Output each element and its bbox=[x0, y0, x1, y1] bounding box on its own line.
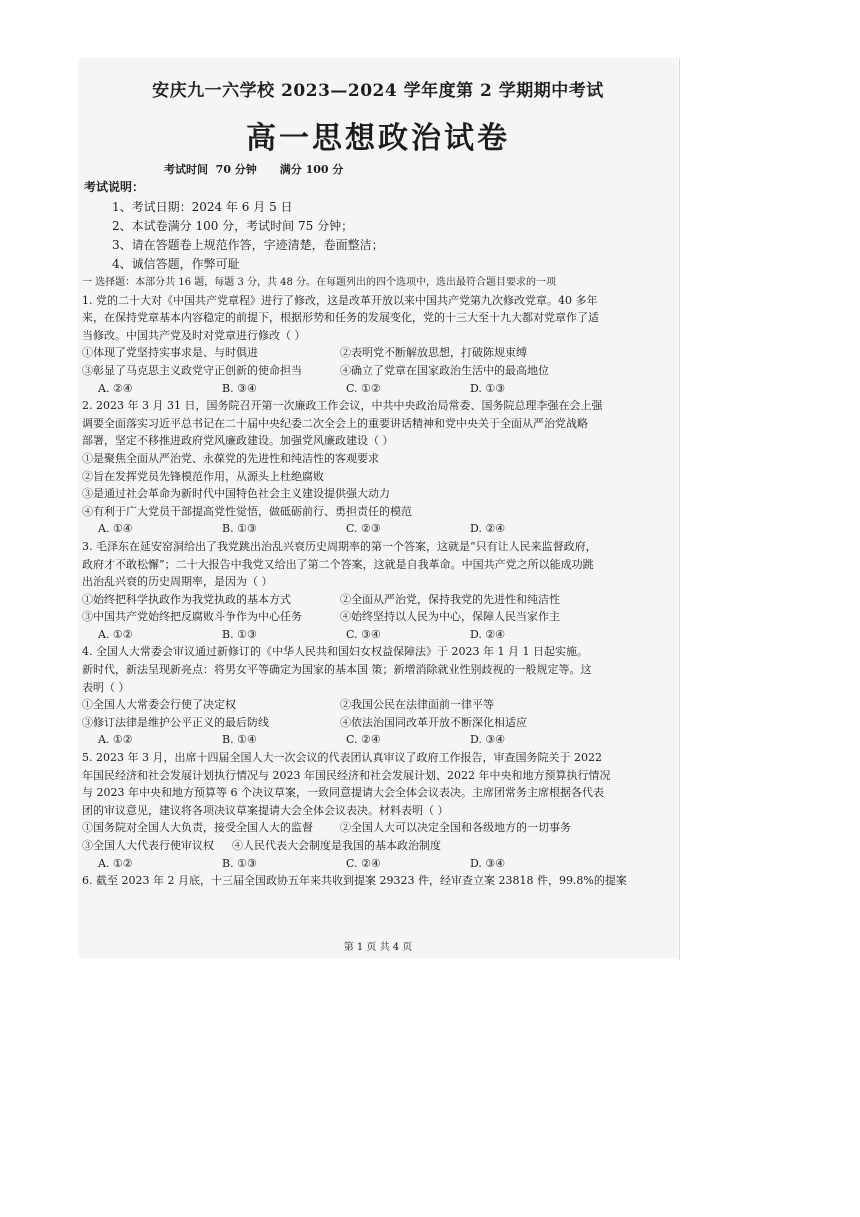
answer-choice-c: C. ②③ bbox=[346, 522, 381, 536]
question-stem-line: 政府才不敢松懈”；二十大报告中我党又给出了第二个答案，这就是自我革命。中国共产党之所以能成功跳 bbox=[82, 557, 594, 571]
question-5 bbox=[82, 749, 674, 872]
answer-choice-d: D. ①③ bbox=[470, 381, 506, 395]
exam-page bbox=[78, 58, 678, 958]
question-stem-line: 当修改。中国共产党及时对党章进行修改（ ） bbox=[82, 328, 306, 342]
question-stem-line: 5. 2023 年 3 月，出席十四届全国人大一次会议的代表团认真审议了政府工作报告，审查国务院关于 2022 bbox=[82, 751, 602, 765]
question-stem-line: 1. 党的二十大对《中国共产党章程》进行了修改，这是改革开放以来中国共产党第九次修改党章。40 多年 bbox=[82, 293, 598, 307]
statement-option: ②旨在发挥党员先锋模范作用，从源头上杜绝腐败 bbox=[82, 469, 324, 483]
statement-option: ④依法治国同改革开放不断深化相适应 bbox=[340, 715, 527, 729]
note-item: 4、诚信答题，作弊可耻 bbox=[112, 257, 240, 271]
question-content bbox=[82, 274, 674, 890]
answer-choice-a: A. ①② bbox=[98, 733, 133, 747]
statement-option: ③是通过社会革命为新时代中国特色社会主义建设提供强大动力 bbox=[82, 487, 390, 501]
page-footer: 第 1 页 共 4 页 bbox=[343, 942, 413, 953]
question-stem-line: 新时代，新法呈现新亮点：将男女平等确定为国家的基本国 策；新增消除就业性别歧视的一般规定等。这 bbox=[82, 663, 592, 677]
statement-option: ①是聚焦全面从严治党、永葆党的先进性和纯洁性的客观要求 bbox=[82, 451, 379, 465]
question-stem-line: 部署，坚定不移推进政府党风廉政建设。加强党风廉政建设（ ） bbox=[82, 434, 394, 448]
statement-option: ①体现了党坚持实事求是、与时俱进 bbox=[82, 346, 258, 360]
answer-choice-a: A. ①② bbox=[98, 627, 133, 641]
answer-choice-c: C. ②④ bbox=[346, 733, 381, 747]
question-stem-line: 与 2023 年中央和地方预算等 6 个决议草案，一致同意提请大会全体会议表决。主席团常务主席根据各代表 bbox=[82, 786, 604, 800]
statement-option: ③修订法律是维护公平正义的最后防线 bbox=[82, 715, 269, 729]
answer-choice-b: B. ③④ bbox=[222, 381, 257, 395]
note-item: 3、请在答题卷上规范作答，字迹清楚，卷面整洁； bbox=[112, 238, 384, 252]
subject-title: 高一思想政治试卷 bbox=[246, 121, 510, 156]
question-stem-line: 表明（ ） bbox=[82, 680, 130, 694]
answer-choice-a: A. ②④ bbox=[98, 381, 133, 395]
answer-choice-b: B. ①③ bbox=[222, 856, 257, 870]
statement-option: ③全国人大代表行使审议权 bbox=[82, 839, 214, 852]
question-4 bbox=[82, 643, 674, 749]
question-stem-line: 4. 全国人大常委会审议通过新修订的《中华人民共和国妇女权益保障法》于 2023 年 1 月 1 日起实施。 bbox=[82, 645, 588, 659]
notes-heading: 考试说明： bbox=[84, 180, 145, 194]
statement-option: ③中国共产党始终把反腐败斗争作为中心任务 bbox=[82, 610, 302, 624]
question-stem-line: 调要全面落实习近平总书记在二十届中央纪委二次全会上的重要讲话精神和党中央关于全面从严治党战略 bbox=[82, 416, 588, 430]
statement-option: ①始终把科学执政作为我党执政的基本方式 bbox=[82, 592, 291, 606]
answer-choice-a: A. ①② bbox=[98, 856, 133, 870]
answer-choice-d: D. ③④ bbox=[470, 733, 506, 747]
answer-choice-b: B. ①③ bbox=[222, 522, 257, 536]
statement-option: ④有利于广大党员干部提高党性觉悟，做砥砺前行、勇担责任的模范 bbox=[82, 504, 412, 518]
statement-option: ④确立了党章在国家政治生活中的最高地位 bbox=[340, 363, 549, 377]
answer-choice-d: D. ②④ bbox=[470, 627, 506, 641]
exam-time-info: 考试时间 70 分钟 满分 100 分 bbox=[164, 163, 344, 176]
question-3 bbox=[82, 538, 674, 644]
question-1 bbox=[82, 292, 674, 398]
statement-option: ④人民代表大会制度是我国的基本政治制度 bbox=[232, 839, 441, 852]
question-stem-line: 年国民经济和社会发展计划执行情况与 2023 年国民经济和社会发展计划、2022 年中央和地方预算执行情况 bbox=[82, 768, 611, 782]
question-stem-line: 6. 截至 2023 年 2 月底，十三届全国政协五年来共收到提案 29323 件，经审查立案 23818 件，99.8%的提案 bbox=[82, 874, 627, 888]
answer-choice-b: B. ①③ bbox=[222, 627, 257, 641]
answer-choice-b: B. ①④ bbox=[222, 733, 257, 747]
statement-option: ①国务院对全国人大负责，接受全国人大的监督 bbox=[82, 821, 313, 835]
question-stem-line: 2. 2023 年 3 月 31 日，国务院召开第一次廉政工作会议，中共中央政治局常委、国务院总理李强在会上强 bbox=[82, 399, 603, 413]
question-stem-line: 3. 毛泽东在延安窑洞给出了我党跳出治乱兴衰历史周期率的第一个答案，这就是“只有让人民来监督政府， bbox=[82, 539, 597, 553]
note-item: 1、考试日期：2024 年 6 月 5 日 bbox=[112, 200, 293, 214]
answer-choice-d: D. ②④ bbox=[470, 522, 506, 536]
exam-title: 安庆九一六学校 2023—2024 学年度第 2 学期期中考试 bbox=[152, 81, 604, 101]
statement-option: ③彰显了马克思主义政党守正创新的使命担当 bbox=[82, 363, 302, 377]
answer-choice-c: C. ①② bbox=[346, 381, 381, 395]
note-item: 2、本试卷满分 100 分，考试时间 75 分钟； bbox=[112, 219, 354, 233]
section-instruction: 一 选择题：本部分共 16 题，每题 3 分，共 48 分。在每题列出的四个选项中，选出最符合题目要求的一项 bbox=[82, 277, 557, 288]
question-stem-line: 来，在保持党章基本内容稳定的前提下，根据形势和任务的发展变化，党的十三大至十九大都对党章作了适 bbox=[82, 311, 599, 325]
answer-choice-c: C. ②④ bbox=[346, 856, 381, 870]
page-edge-divider bbox=[679, 58, 680, 960]
statement-option: ②全面从严治党，保持我党的先进性和纯洁性 bbox=[340, 592, 560, 606]
statement-option: ②表明党不断解放思想，打破陈规束缚 bbox=[340, 346, 527, 360]
statement-option: ②全国人大可以决定全国和各级地方的一切事务 bbox=[340, 821, 571, 835]
question-stem-line: 出治乱兴衰的历史周期率，是因为（ ） bbox=[82, 575, 273, 589]
statement-option: ④始终坚持以人民为中心，保障人民当家作主 bbox=[340, 610, 560, 624]
answer-choice-d: D. ③④ bbox=[470, 856, 506, 870]
question-stem-line: 团的审议意见，建议将各项决议草案提请大会全体会议表决。材料表明（ ） bbox=[82, 803, 449, 817]
answer-choice-a: A. ①④ bbox=[98, 522, 133, 536]
statement-option: ②我国公民在法律面前一律平等 bbox=[340, 698, 494, 712]
question-6 bbox=[82, 872, 674, 890]
question-2 bbox=[82, 397, 674, 538]
statement-option: ①全国人大常委会行使了决定权 bbox=[82, 698, 236, 712]
answer-choice-c: C. ③④ bbox=[346, 627, 381, 641]
